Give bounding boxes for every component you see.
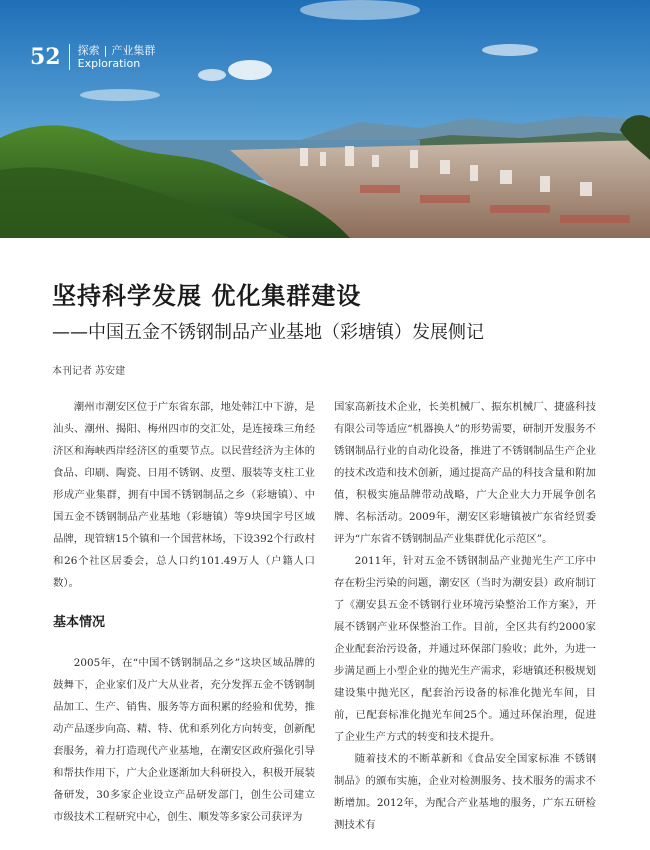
- body-paragraph: 2011年，针对五金不锈钢制品产业抛光生产工序中存在粉尘污染的问题，潮安区（当时为潮安县）政府制订了《潮安县五金不锈钢行业环境污染整治工作方案》，开展不锈钢产业环保整治工作。目前，全区共有约2000家企业配套治污设备，并通过环保部门验收；此外，为进一步满足画上小型企业的抛光生产需求，彩塘镇还积极规划建设集中抛光区，配套治污设备的标准化抛光车间，目前，已配套标准化抛光车间25个。通过环保治理，促进了企业生产方式的转变和技术提升。: [334, 555, 596, 743]
- intro-paragraph: 潮州市潮安区位于广东省东部，地处韩江中下游，是汕头、潮州、揭阳、梅州四市的交汇处，是连接珠三角经济区和海峡西岸经济区的重要节点。以民营经济为主体的食品、印刷、陶瓷、日用不锈钢、皮塑、服装等支柱工业形成产业集群，拥有中国不锈钢制品之乡（彩塘镇）、中国五金不锈钢制品产业基地（彩塘镇）等9块国字号区域品牌，现管辖15个镇和一个国营林场，下设392个行政村和26个社区居委会，总人口约101.49万人（户籍人口数）。: [53, 401, 315, 589]
- city-landscape-image: [0, 0, 650, 238]
- section-en: Exploration: [77, 57, 141, 70]
- right-column: [334, 396, 596, 836]
- body-paragraph: 2005年，在“中国不锈钢制品之乡”这块区域品牌的鼓舞下，企业家们及广大从业者，充分发挥五金不锈钢制品加工、生产、销售、服务等方面积累的经验和优势，推动产品逐步向高、精、特、优和系列化方向转变，创新配套服务，着力打造现代产业基地，在潮安区政府强化引导和帮扶作用下，广大企业逐渐加大科研投入，积极开展装备研发，30多家企业设立产品研发部门，创生公司建立市级技术工程研究中心，创生、顺发等多家公司获评为: [53, 657, 315, 823]
- hero-photo: [0, 0, 650, 238]
- article-subtitle: ——中国五金不锈钢制品产业基地（彩塘镇）发展侧记: [52, 322, 484, 343]
- section-sub-cn: 产业集群: [111, 44, 156, 57]
- byline: 本刊记者 苏安建: [52, 366, 126, 377]
- body-paragraph: 随着技术的不断革新和《食品安全国家标准 不锈钢制品》的颁布实施，企业对检测服务、技术服务的需求不断增加。2012年，为配合产业基地的服务，广东五研检测技术有: [334, 753, 596, 831]
- left-column: [53, 396, 315, 828]
- page-number: 52: [30, 44, 70, 70]
- section-title: [78, 44, 156, 57]
- body-paragraph: 国家高新技术企业，长美机械厂、振东机械厂、捷盛科技有限公司等适应“机器换人”的形势需要，研制开发服务不锈钢制品行业的自动化设备，推进了不锈钢制品生产企业的技术改造和技术创新，通过提高产品的科技含量和附加值，积极实施品牌带动战略，广大企业大力开展争创名牌、名标活动。2009年，潮安区彩塘镇被广东省经贸委评为“广东省不锈钢制品产业集群优化示范区”。: [334, 401, 596, 545]
- section-separator: |: [103, 44, 108, 57]
- section-heading: 基本情况: [53, 615, 106, 630]
- section-cn: 探索: [77, 44, 100, 57]
- section-label: [70, 44, 156, 70]
- page-header: [30, 44, 155, 70]
- article-title: 坚持科学发展 优化集群建设: [52, 282, 362, 310]
